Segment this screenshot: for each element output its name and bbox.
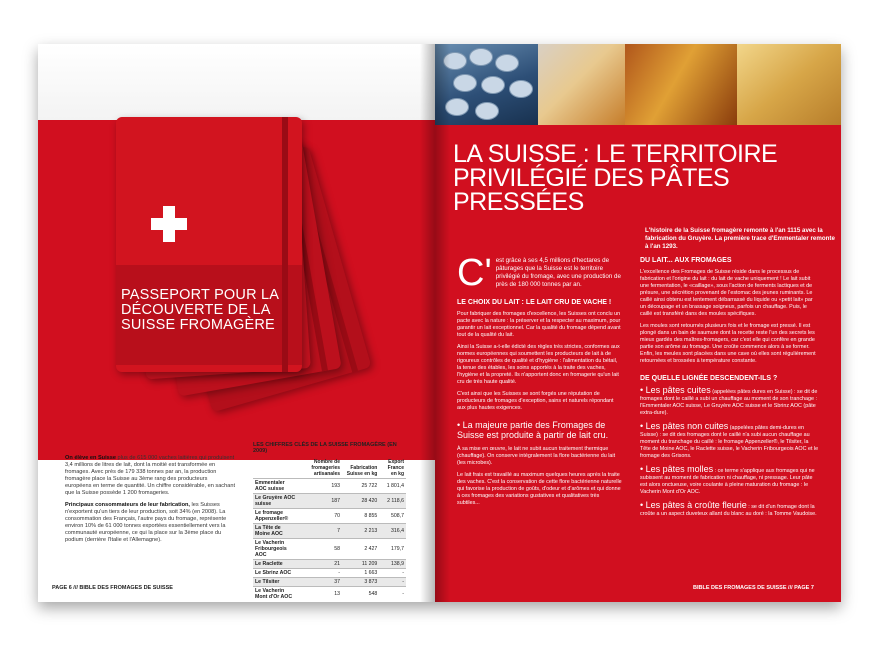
passport-title: PASSEPORT POUR LA DÉCOUVERTE DE LA SUISSE FROMAGÈRE: [121, 287, 279, 333]
table-cell: -: [379, 587, 406, 602]
table-cell: 37: [299, 578, 343, 587]
paragraph: L'excellence des Fromages de Suisse réside dans le processus de fabrication et l'origine du lait : du lait de vache uniquement ! Le lait subit une fermentation, le «caillage», sous l'action de ferments lactiques et de présure, une sécrétion provenant de l'estomac des jeunes ruminants. Le caillé ainsi obtenu est lentement débarrassé du liquide ou «petit lait» par un découpage et un brassage soigneux, parfois un chauffage. Puis, le caillé est transféré dans des moules spécifiques.: [640, 269, 813, 317]
table-row: [253, 509, 406, 524]
paragraph: Les moules sont retournés plusieurs fois et le fromage est pressé. Il est plongé dans un bain de saumure dont la recette reste l'un des secrets les mieux gardés des maîtres-fromagers, car c'est elle qui confère en grande partie son arôme au fromage. Une croûte commence alors à se former. Enfin, les meules sont placées dans une cave où elles sont régulièrement retournées et brossées à température constante.: [640, 323, 816, 364]
list-item-text: (appelées pâtes dures en Suisse) : se dit de fromages dont le caillé a subi un chauffage au moment de son tranchage : l'Emmentaler AOC suisse, Le Gruyère AOC suisse et le Sbrinz AOC (pâte extra-dure).: [640, 389, 818, 416]
left-page-top: [38, 44, 435, 120]
table-row: [253, 569, 406, 578]
list-item-text: (appelées pâtes demi-dures en Suisse) : se dit des fromages dont le caillé n'a subi aucun chauffage au moment du tranchage du caillé : le fromage Appenzeller®, le Tilsiter, la Tête de Moine AOC, le Raclette suisse, le Vacherin Fribourgeois AOC et le fromage des Grisons.: [640, 425, 819, 459]
paragraph: Le lait frais est travaillé au maximum quelques heures après la traite des vaches. C'est la conservation de cette flore bactérienne naturelle qui favorise la production de goûts, d'odeur et d'arômes et qui donne à ces fromages des variations gustatives et qualitatives très subtiles...: [457, 472, 622, 506]
table-cell: 58: [299, 539, 343, 560]
page-title: LA SUISSE : LE TERRITOIRE PRIVILÉGIÉ DES PÂTES PRESSÉES: [453, 140, 778, 216]
section-heading: DU LAIT... AUX FROMAGES: [640, 257, 732, 264]
table-cell: 193: [299, 479, 343, 494]
list-item-title: • Les pâtes non cuites: [640, 421, 729, 431]
table-cell: -: [379, 578, 406, 587]
table-cell: 3 873: [342, 578, 379, 587]
swiss-cross-icon: [151, 206, 187, 242]
table-cell: 11 209: [342, 560, 379, 569]
left-page-footer: PAGE 6 /// BIBLE DES FROMAGES DE SUISSE: [52, 585, 173, 591]
table-row: [253, 479, 406, 494]
table-cell: 2 213: [342, 524, 379, 539]
section-heading: DE QUELLE LIGNÉE DESCENDENT-ILS ?: [640, 375, 778, 382]
pull-quote: • La majeure partie des Fromages de Suisse est produite à partir de lait cru.: [457, 420, 609, 440]
table-header: Fabrication Suisse en kg: [346, 465, 378, 477]
photo-milk-cans: [435, 44, 538, 125]
paragraph: Pour fabriquer des fromages d'excellence, les Suisses ont conclu un pacte avec la nature : la préserver et la respecter au maximum, pour garantir un lait exceptionnel. Car la qualité du fromage dépend avant tout de la qualité du lait.: [457, 311, 621, 338]
table-cell: Le fromage Appenzeller®: [253, 509, 299, 524]
table-row: [253, 524, 406, 539]
table-cell: 7: [299, 524, 343, 539]
table-title: LES CHIFFRES CLÉS DE LA SUISSE FROMAGÈRE (EN 2009): [253, 442, 397, 454]
table-cell: 21: [299, 560, 343, 569]
table-cell: Emmentaler AOC suisse: [253, 479, 299, 494]
passport-book-front: [116, 117, 302, 372]
column-right: [640, 257, 820, 524]
table-cell: 2 118,6: [379, 494, 406, 509]
intro2-lead: Principaux consommateurs de leur fabrication,: [65, 502, 190, 508]
table-header: Nombre de fromageries artisanales: [311, 459, 341, 477]
table-cell: 25 722: [342, 479, 379, 494]
table-row: [253, 494, 406, 509]
table-cell: 8 855: [342, 509, 379, 524]
table-cell: La Tête de Moine AOC: [253, 524, 299, 539]
table-cell: 2 427: [342, 539, 379, 560]
table-cell: -: [299, 569, 343, 578]
paragraph: Ainsi la Suisse a-t-elle édicté des règles très strictes, conformes aux normes européennes qui soumettent les producteurs de lait à de rigoureux contrôles de qualité et d'hygiène : l'alimentation du bétail, la tenue des étables, les soins apportés à la traite des vaches, l'hygiène et la propreté. Ils n'apportent donc en fromagerie qu'un lait cru de très haute qualité.: [457, 344, 620, 385]
list-item: [640, 423, 820, 460]
table-cell: 1 801,4: [379, 479, 406, 494]
right-page-footer: BIBLE DES FROMAGES DE SUISSE /// PAGE 7: [693, 585, 814, 591]
table-cell: 138,9: [379, 560, 406, 569]
intro1-lead: On élève en Suisse: [65, 455, 116, 461]
table-cell: 187: [299, 494, 343, 509]
table-cell: Le Gruyère AOC suisse: [253, 494, 299, 509]
column-left: [457, 252, 622, 512]
photo-cheese-wheels: [737, 44, 841, 125]
dropcap: C': [457, 252, 492, 294]
list-item-text: : se dit d'un fromage dont la croûte a un aspect duveteux allant du blanc au doré : la Tomme Vaudoise.: [640, 504, 817, 517]
subtitle: L'histoire de la Suisse fromagère remonte à l'an 1115 avec la fabrication du Gruyère. La première trace d'Emmentaler remonte à l'an 1293.: [645, 227, 835, 250]
table-cell: Le Raclette: [253, 560, 299, 569]
table-cell: Le Tilsiter: [253, 578, 299, 587]
table-row: [253, 539, 406, 560]
list-item-title: • Les pâtes cuites: [640, 385, 711, 395]
table-cell: 1 663: [342, 569, 379, 578]
intro2-body: les Suisses n'exportent qu'un tiers de leur production, soit 34% (en 2008). La consommation des Français, l'autre pays du fromage, représente environ 10% de 61 000 tonnes exportées essentiellement vers la communauté européenne, ce qui la place sur la 3ème place du podium (derrière l'Italie et l'Allemagne).: [65, 502, 227, 543]
left-page: [38, 44, 435, 602]
lead-paragraph: est grâce à ses 4,5 millions d'hectares de pâturages que la Suisse est le territoire privilégié du fromage, avec une production de près de 180 000 tonnes par an.: [495, 257, 621, 288]
list-item: [640, 502, 820, 518]
right-page: [435, 44, 841, 602]
magazine-spread: [38, 44, 841, 602]
table-cell: 70: [299, 509, 343, 524]
table-row: [253, 587, 406, 602]
table-row: [253, 578, 406, 587]
intro-text: [65, 455, 235, 549]
paragraph: C'est ainsi que les Suisses se sont forgés une réputation de producteurs de fromages d'exception, sains et naturels répondant aux plus hautes exigences.: [457, 391, 614, 411]
table-cell: 13: [299, 587, 343, 602]
section-heading: LE CHOIX DU LAIT : LE LAIT CRU DE VACHE !: [457, 299, 612, 306]
list-item: [640, 387, 820, 417]
list-item-title: • Les pâtes molles: [640, 464, 714, 474]
table-cell: -: [379, 569, 406, 578]
table-header: Export France en kg: [387, 459, 404, 477]
intro1-body: plus de 615 000 vaches laitières qui produisent 3,4 millions de litres de lait, dont la moitié est transformée en fromages. Avec près de 179 338 tonnes par an, la production fromagère place la Suisse au 3ème rang des producteurs européens en terme de quantité. Un chiffre considérable, en sachant que la Suisse possède 1 200 fromageries.: [65, 455, 235, 496]
key-figures-table: [253, 442, 406, 601]
list-item-title: • Les pâtes à croûte fleurie: [640, 500, 747, 510]
table-cell: 508,7: [379, 509, 406, 524]
table-cell: 548: [342, 587, 379, 602]
spine-shadow: [420, 44, 450, 602]
list-item: [640, 466, 820, 496]
photo-curd-stirring: [625, 44, 737, 125]
table-header: [253, 458, 299, 479]
paragraph: À sa mise en œuvre, le lait ne subit aucun traitement thermique (chauffage). On conserve intégralement la flore bactérienne du lait (les microbes).: [457, 446, 616, 466]
table-cell: Le Vacherin Mont d'Or AOC: [253, 587, 299, 602]
table-cell: 179,7: [379, 539, 406, 560]
table-cell: Le Vacherin Fribourgeois AOC: [253, 539, 299, 560]
photo-cheese-making: [538, 44, 625, 125]
table-cell: 316,4: [379, 524, 406, 539]
table-cell: Le Sbrinz AOC: [253, 569, 299, 578]
list-item-text: : ce terme s'applique aux fromages qui ne subissent au moment de fabrication ni chauffage, ni pressage. Leur pâte est alors onctueuse, voire coulante à pleine maturation du fromage : le Vacherin Mont d'Or AOC.: [640, 468, 815, 495]
table-row: [253, 560, 406, 569]
table-cell: 28 420: [342, 494, 379, 509]
